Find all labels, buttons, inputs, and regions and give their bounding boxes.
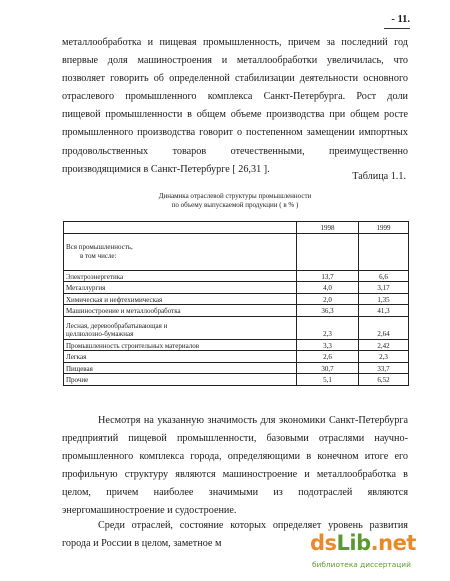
table-cell-value: 3,17 (359, 282, 409, 294)
table-caption-line: Динамика отраслевой структуры промышленности (158, 192, 312, 200)
paragraph-line: предприятий пищевой промышленности, базовыми отраслями научно- (62, 433, 408, 445)
table-cell-name (64, 316, 297, 339)
paragraph-1 (62, 34, 408, 179)
table-row (64, 316, 409, 339)
total-label: Вся промышленность, (66, 243, 133, 251)
logo-lib: Lib (336, 531, 371, 555)
table-cell-value: 2,6 (297, 351, 359, 363)
table-cell-name (64, 233, 297, 270)
table-cell-name: Химическая и нефтехимическая (64, 293, 297, 305)
paragraph-line: города и России в целом, заметное м (62, 538, 222, 550)
table-cell-value (359, 233, 409, 270)
table-row (64, 374, 409, 386)
paragraph-2 (62, 412, 408, 521)
paragraph-line: продовольственных товаров отечественными, преимущественно (62, 145, 408, 157)
table-cell-value: 13,7 (297, 270, 359, 282)
table-cell-value: 2,3 (359, 351, 409, 363)
page-number-underline (384, 28, 410, 29)
paragraph-line: Среди отраслей, состояние которых определяет уровень развития (98, 520, 408, 531)
table-cell-value (297, 233, 359, 270)
paragraph-line: промышленного комплекса города, определяющими в конечном итоге его (62, 451, 408, 463)
logo-net: .net (370, 531, 416, 555)
paragraph-line: Несмотря на указанную значимость для экономики Санкт-Петербурга (98, 415, 408, 426)
table-label: Таблица 1.1. (352, 171, 406, 182)
table-header-empty (64, 222, 297, 234)
table-caption-line: по объему выпускаемой продукции ( в % ) (171, 201, 299, 209)
table-row (64, 362, 409, 374)
watermark-subtitle: библиотека диссертаций (312, 560, 411, 569)
paragraph-line: промышленного производства говорит о постепенном замещении импортных (62, 127, 408, 139)
table-cell-value: 33,7 (359, 362, 409, 374)
table-cell-value: 3,3 (297, 339, 359, 351)
table-cell-name: Прочие (64, 374, 297, 386)
paragraph-line: впервые доля машиностроения и металлообработки увеличилась, что (62, 55, 408, 67)
table-row (64, 293, 409, 305)
table-cell-value: 36,3 (297, 305, 359, 317)
table-cell-value: 2,0 (297, 293, 359, 305)
table-cell-name-line: Лесная, деревообрабатывающая и (66, 321, 168, 330)
table-cell-value: 30,7 (297, 362, 359, 374)
table-header-year: 1999 (359, 222, 409, 234)
table-header-row (64, 222, 409, 234)
table-cell-value: 2,3 (297, 316, 359, 339)
table-row (64, 270, 409, 282)
paragraph-line: металлообработка и пищевая промышленность, причем за последний год (62, 37, 408, 48)
table-row (64, 282, 409, 294)
table-cell-name: Машиностроение и металлообработка (64, 305, 297, 317)
paragraph-line: профильную структуру являются машиностроение и металлообработка в (62, 469, 408, 481)
table-cell-value: 4,0 (297, 282, 359, 294)
paragraph-line: пищевой промышленности в общем объеме производства при общем росте (62, 109, 408, 121)
logo-ds: ds (310, 531, 337, 555)
page-number: - 11. (391, 14, 410, 25)
table-cell-value: 41,3 (359, 305, 409, 317)
table-cell-name: Промышленность строительных материалов (64, 339, 297, 351)
table-cell-value: 5,1 (297, 374, 359, 386)
table-cell-value: 6,52 (359, 374, 409, 386)
table-header-year: 1998 (297, 222, 359, 234)
table-cell-name: Электроэнергетика (64, 270, 297, 282)
table-row-total (64, 233, 409, 270)
table-cell-name: Металлургия (64, 282, 297, 294)
paragraph-line: позволяет говорить об определенной стабилизации деятельности основного (62, 73, 408, 85)
table-cell-name: Пищевая (64, 362, 297, 374)
table-row (64, 339, 409, 351)
paragraph-line: производящимися в Санкт-Петербурге [ 26,31 ]. (62, 163, 270, 175)
paragraph-line: энергомашиностроение и судостроение. (62, 505, 237, 517)
table-row (64, 305, 409, 317)
table-cell-value: 6,6 (359, 270, 409, 282)
table-cell-value: 1,35 (359, 293, 409, 305)
total-sublabel: в том числе: (80, 251, 117, 260)
table-row (64, 351, 409, 363)
dslib-watermark (310, 531, 438, 575)
table-cell-name-line: целлюлозно-бумажная (66, 330, 134, 338)
paragraph-line: отраслевого промышленного комплекса Санкт-Петербурга. Рост доли (62, 91, 408, 103)
paragraph-line: целом, причем наиболее значимыми из подотраслей являются (62, 487, 408, 499)
table-cell-value: 2,64 (359, 316, 409, 339)
industry-structure-table (63, 221, 409, 386)
table-cell-value: 2,42 (359, 339, 409, 351)
dslib-logo (310, 531, 416, 555)
table-cell-name: Легкая (64, 351, 297, 363)
table-caption (62, 192, 408, 210)
